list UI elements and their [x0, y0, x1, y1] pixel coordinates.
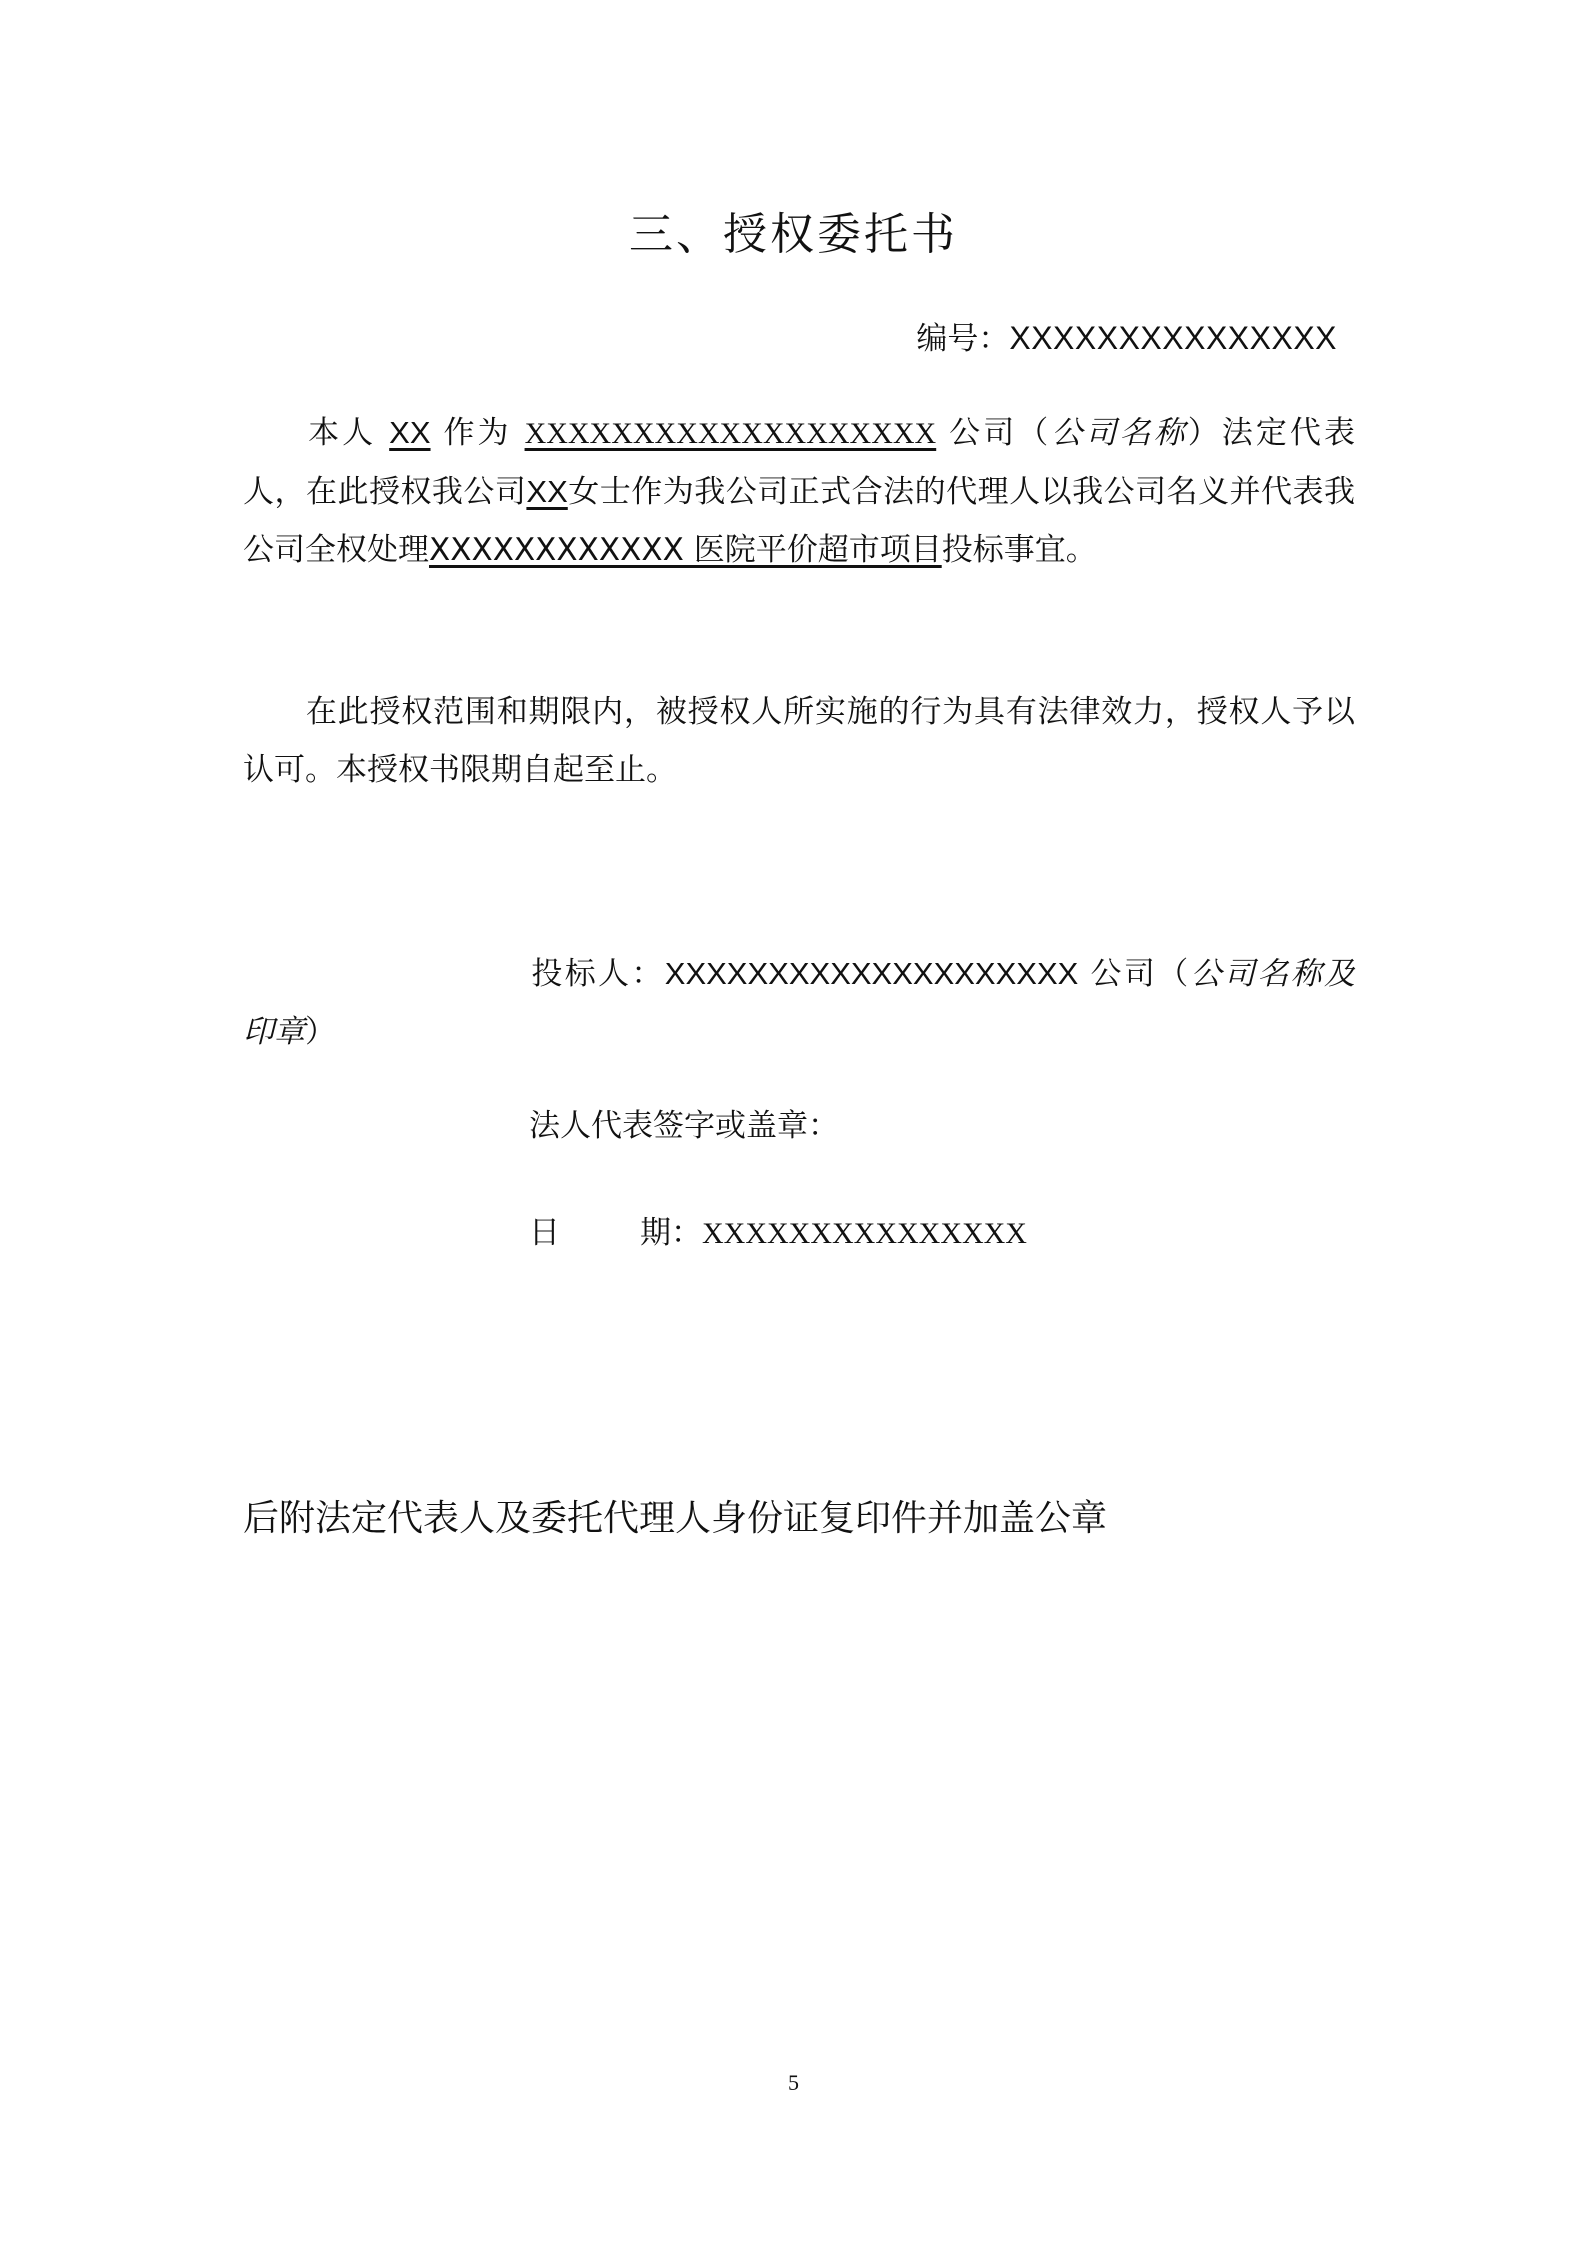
- bidder-label: 投标人：: [529, 956, 665, 992]
- date-value: XXXXXXXXXXXXXXX: [702, 1217, 1027, 1250]
- date-label-b: 期：: [640, 1215, 702, 1251]
- principal-name: XX: [389, 415, 431, 450]
- page-number: 5: [788, 2070, 799, 2095]
- bidder-line: 投标人：XXXXXXXXXXXXXXXXXXXX 公司（公司名称及印章）: [243, 956, 1356, 1050]
- legal-rep-signature-line: 法人代表签字或盖章：: [529, 1108, 839, 1144]
- agent-name: XX: [526, 474, 568, 509]
- bidder-hint: 公司名称及印章: [243, 956, 1356, 1050]
- scope-paragraph: 在此授权范围和期限内，被授权人所实施的行为具有法律效力，授权人予以认可。本授权书限期自起至止。: [243, 694, 1355, 788]
- company-name-hint: 公司名称: [1051, 415, 1188, 451]
- document-title: 三、授权委托书: [629, 209, 958, 260]
- date-line: [243, 1204, 1355, 1263]
- company-name-blank: XXXXXXXXXXXXXXXXXXX: [524, 417, 937, 450]
- serial-number: [916, 316, 1337, 361]
- serial-label: 编号：: [916, 321, 1010, 357]
- serial-value: XXXXXXXXXXXXXXX: [1009, 320, 1337, 356]
- appendix-note: 后附法定代表人及委托代理人身份证复印件并加盖公章: [243, 1498, 1108, 1539]
- project-name: XXXXXXXXXXXX 医院平价超市项目: [429, 532, 942, 568]
- date-label-a: 日: [529, 1215, 560, 1251]
- authorization-paragraph: 本人 XX 作为 XXXXXXXXXXXXXXXXXXX 公司（公司名称）法定代表人，在此授权我公司XX女士作为我公司正式合法的代理人以我公司名义并代表我公司全权处理XXXXXXXXXXXX 医院平价超市项目投标事宜。: [243, 415, 1355, 568]
- bidder-company: XXXXXXXXXXXXXXXXXXXX: [664, 956, 1079, 991]
